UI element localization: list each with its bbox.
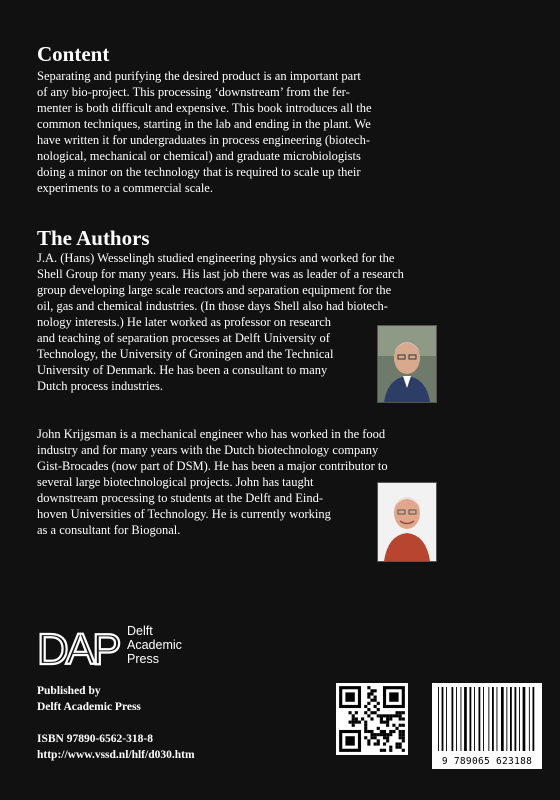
- text-line: nological, mechanical or chemical) and graduate microbiologists: [37, 149, 361, 163]
- text-line: of any bio-project. This processing ‘downstream’ from the fer-: [37, 85, 350, 99]
- dap-logo-mark: DAP: [37, 625, 119, 670]
- website-url: http://www.vssd.nl/hlf/d030.htm: [37, 749, 195, 761]
- logo-word: Press: [127, 652, 159, 666]
- text-line: and teaching of separation processes at Delft University of: [37, 331, 330, 345]
- text-line: experiments to a commercial scale.: [37, 181, 213, 195]
- published-by-label: Published by: [37, 685, 101, 697]
- text-line: J.A. (Hans) Wesselingh studied engineering physics and worked for the: [37, 251, 395, 265]
- text-line: Gist-Brocades (now part of DSM). He has been a major contributor to: [37, 459, 388, 473]
- logo-word: Delft: [127, 624, 153, 638]
- content-heading: Content: [37, 42, 110, 66]
- text-line: Technology, the University of Groningen and the Technical: [37, 347, 334, 361]
- text-line: have written it for undergraduates in process engineering (biotech-: [37, 133, 370, 147]
- publisher-block: [37, 683, 141, 715]
- author1-photo: [377, 325, 437, 403]
- text-line: as a consultant for Biogonal.: [37, 523, 181, 537]
- text-line: Dutch process industries.: [37, 379, 164, 393]
- text-line: Separating and purifying the desired product is an important part: [37, 69, 361, 83]
- text-line: group developing large scale reactors and separation equipment for the: [37, 283, 392, 297]
- text-line: oil, gas and chemical industries. (In those days Shell also had biotech-: [37, 299, 388, 313]
- barcode-number: 9 789065 623188: [441, 756, 533, 767]
- isbn-block: [37, 731, 195, 763]
- author1-paragraph: [37, 250, 404, 394]
- logo-wordmark: [127, 624, 182, 666]
- logo-word: Academic: [127, 638, 182, 652]
- text-line: John Krijgsman is a mechanical engineer who has worked in the food: [37, 427, 386, 441]
- content-paragraph: [37, 68, 372, 196]
- text-line: doing a minor on the technology that is required to scale up their: [37, 165, 361, 179]
- text-line: Shell Group for many years. His last job there was as leader of a research: [37, 267, 404, 281]
- author2-paragraph: [37, 426, 388, 538]
- publisher-name: Delft Academic Press: [37, 701, 141, 713]
- authors-heading: The Authors: [37, 226, 150, 250]
- isbn-barcode: [432, 683, 542, 769]
- isbn: ISBN 97890-6562-318-8: [37, 733, 153, 745]
- text-line: menter is both difficult and expensive. This book introduces all the: [37, 101, 372, 115]
- text-line: industry and for many years with the Dutch biotechnology company: [37, 443, 379, 457]
- author2-photo: [377, 482, 437, 562]
- text-line: hoven Universities of Technology. He is currently working: [37, 507, 331, 521]
- text-line: several large biotechnological projects. John has taught: [37, 475, 314, 489]
- text-line: downstream processing to students at the Delft and Eind-: [37, 491, 324, 505]
- text-line: common techniques, starting in the lab and ending in the plant. We: [37, 117, 371, 131]
- qr-code: [336, 683, 408, 755]
- text-line: nology interests.) He later worked as professor on research: [37, 315, 331, 329]
- text-line: University of Denmark. He has been a consultant to many: [37, 363, 328, 377]
